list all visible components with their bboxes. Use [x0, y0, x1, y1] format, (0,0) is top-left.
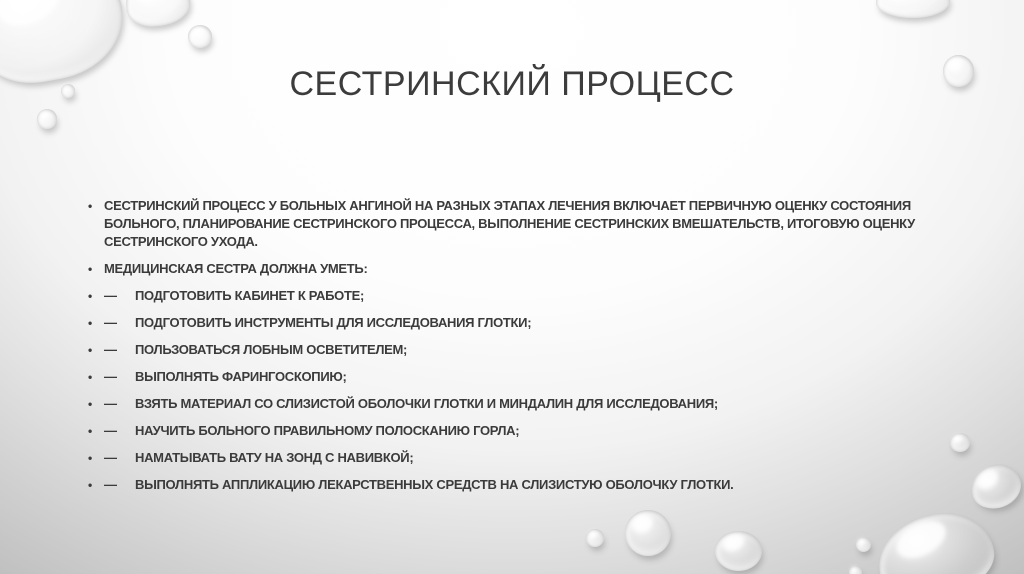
- bullet-marker: •: [88, 289, 92, 303]
- bullet-text: ПОЛЬЗОВАТЬСЯ ЛОБНЫМ ОСВЕТИТЕЛЕМ;: [135, 342, 408, 357]
- dash-prefix: —: [104, 396, 117, 411]
- bullet-marker: •: [88, 397, 92, 411]
- bullet-list: [88, 197, 948, 494]
- bullet-item: [88, 341, 948, 359]
- bullet-text: ВЫПОЛНЯТЬ ФАРИНГОСКОПИЮ;: [135, 369, 347, 384]
- water-droplet-icon: [966, 458, 1024, 514]
- dash-prefix: —: [104, 315, 117, 330]
- bullet-marker: •: [88, 262, 92, 276]
- dash-prefix: —: [104, 342, 117, 357]
- dash-prefix: —: [104, 288, 117, 303]
- bullet-item: [88, 449, 948, 467]
- slide-body: [88, 197, 948, 503]
- bullet-text: НАМАТЫВАТЬ ВАТУ НА ЗОНД С НАВИВКОЙ;: [135, 450, 414, 465]
- bullet-marker: •: [88, 424, 92, 438]
- water-droplet-icon: [188, 25, 212, 48]
- bullet-item: [88, 314, 948, 332]
- bullet-text: СЕСТРИНСКИЙ ПРОЦЕСС У БОЛЬНЫХ АНГИНОЙ НА РАЗНЫХ ЭТАПАХ ЛЕЧЕНИЯ ВКЛЮЧАЕТ ПЕРВИЧНУЮ ОЦЕНКУ СОСТОЯНИЯ БОЛЬНОГО, ПЛАНИРОВАНИЕ СЕСТРИНСКОГО ПРОЦЕССА, ВЫПОЛНЕНИЕ СЕСТРИНСКИХ ВМЕШАТЕЛЬСТВ, ИТОГОВУЮ ОЦЕНКУ СЕСТРИНСКОГО УХОДА.: [104, 198, 915, 249]
- water-droplet-icon: [950, 433, 970, 452]
- water-droplet-icon: [876, 0, 950, 18]
- water-droplet-icon: [715, 531, 762, 571]
- bullet-text: ВЗЯТЬ МАТЕРИАЛ СО СЛИЗИСТОЙ ОБОЛОЧКИ ГЛОТКИ И МИНДАЛИН ДЛЯ ИССЛЕДОВАНИЯ;: [135, 396, 718, 411]
- bullet-marker: •: [88, 343, 92, 357]
- bullet-text: ПОДГОТОВИТЬ ИНСТРУМЕНТЫ ДЛЯ ИССЛЕДОВАНИЯ ГЛОТКИ;: [135, 315, 532, 330]
- bullet-marker: •: [88, 316, 92, 330]
- bullet-text: ПОДГОТОВИТЬ КАБИНЕТ К РАБОТЕ;: [135, 288, 364, 303]
- bullet-item: [88, 287, 948, 305]
- bullet-text: МЕДИЦИНСКАЯ СЕСТРА ДОЛЖНА УМЕТЬ:: [104, 261, 368, 276]
- slide-title: СЕСТРИНСКИЙ ПРОЦЕСС: [289, 64, 735, 103]
- bullet-item: [88, 368, 948, 386]
- bullet-item: [88, 260, 948, 278]
- water-droplet-icon: [625, 510, 671, 556]
- bullet-marker: •: [88, 370, 92, 384]
- bullet-marker: •: [88, 478, 92, 492]
- water-droplet-icon: [586, 529, 604, 547]
- bullet-item: [88, 197, 948, 251]
- water-droplet-icon: [849, 566, 862, 574]
- dash-prefix: —: [104, 450, 117, 465]
- bullet-text: НАУЧИТЬ БОЛЬНОГО ПРАВИЛЬНОМУ ПОЛОСКАНИЮ ГОРЛА;: [135, 423, 520, 438]
- bullet-marker: •: [88, 451, 92, 465]
- water-droplet-icon: [37, 109, 57, 129]
- dash-prefix: —: [104, 423, 117, 438]
- dash-prefix: —: [104, 369, 117, 384]
- dash-prefix: —: [104, 477, 117, 492]
- water-droplet-icon: [873, 506, 999, 574]
- bullet-text: ВЫПОЛНЯТЬ АППЛИКАЦИЮ ЛЕКАРСТВЕННЫХ СРЕДСТВ НА СЛИЗИСТУЮ ОБОЛОЧКУ ГЛОТКИ.: [135, 477, 734, 492]
- bullet-item: [88, 422, 948, 440]
- bullet-marker: •: [88, 199, 92, 213]
- water-droplet-icon: [124, 0, 192, 29]
- bullet-item: [88, 395, 948, 413]
- water-droplet-icon: [856, 537, 871, 552]
- bullet-item: [88, 476, 948, 494]
